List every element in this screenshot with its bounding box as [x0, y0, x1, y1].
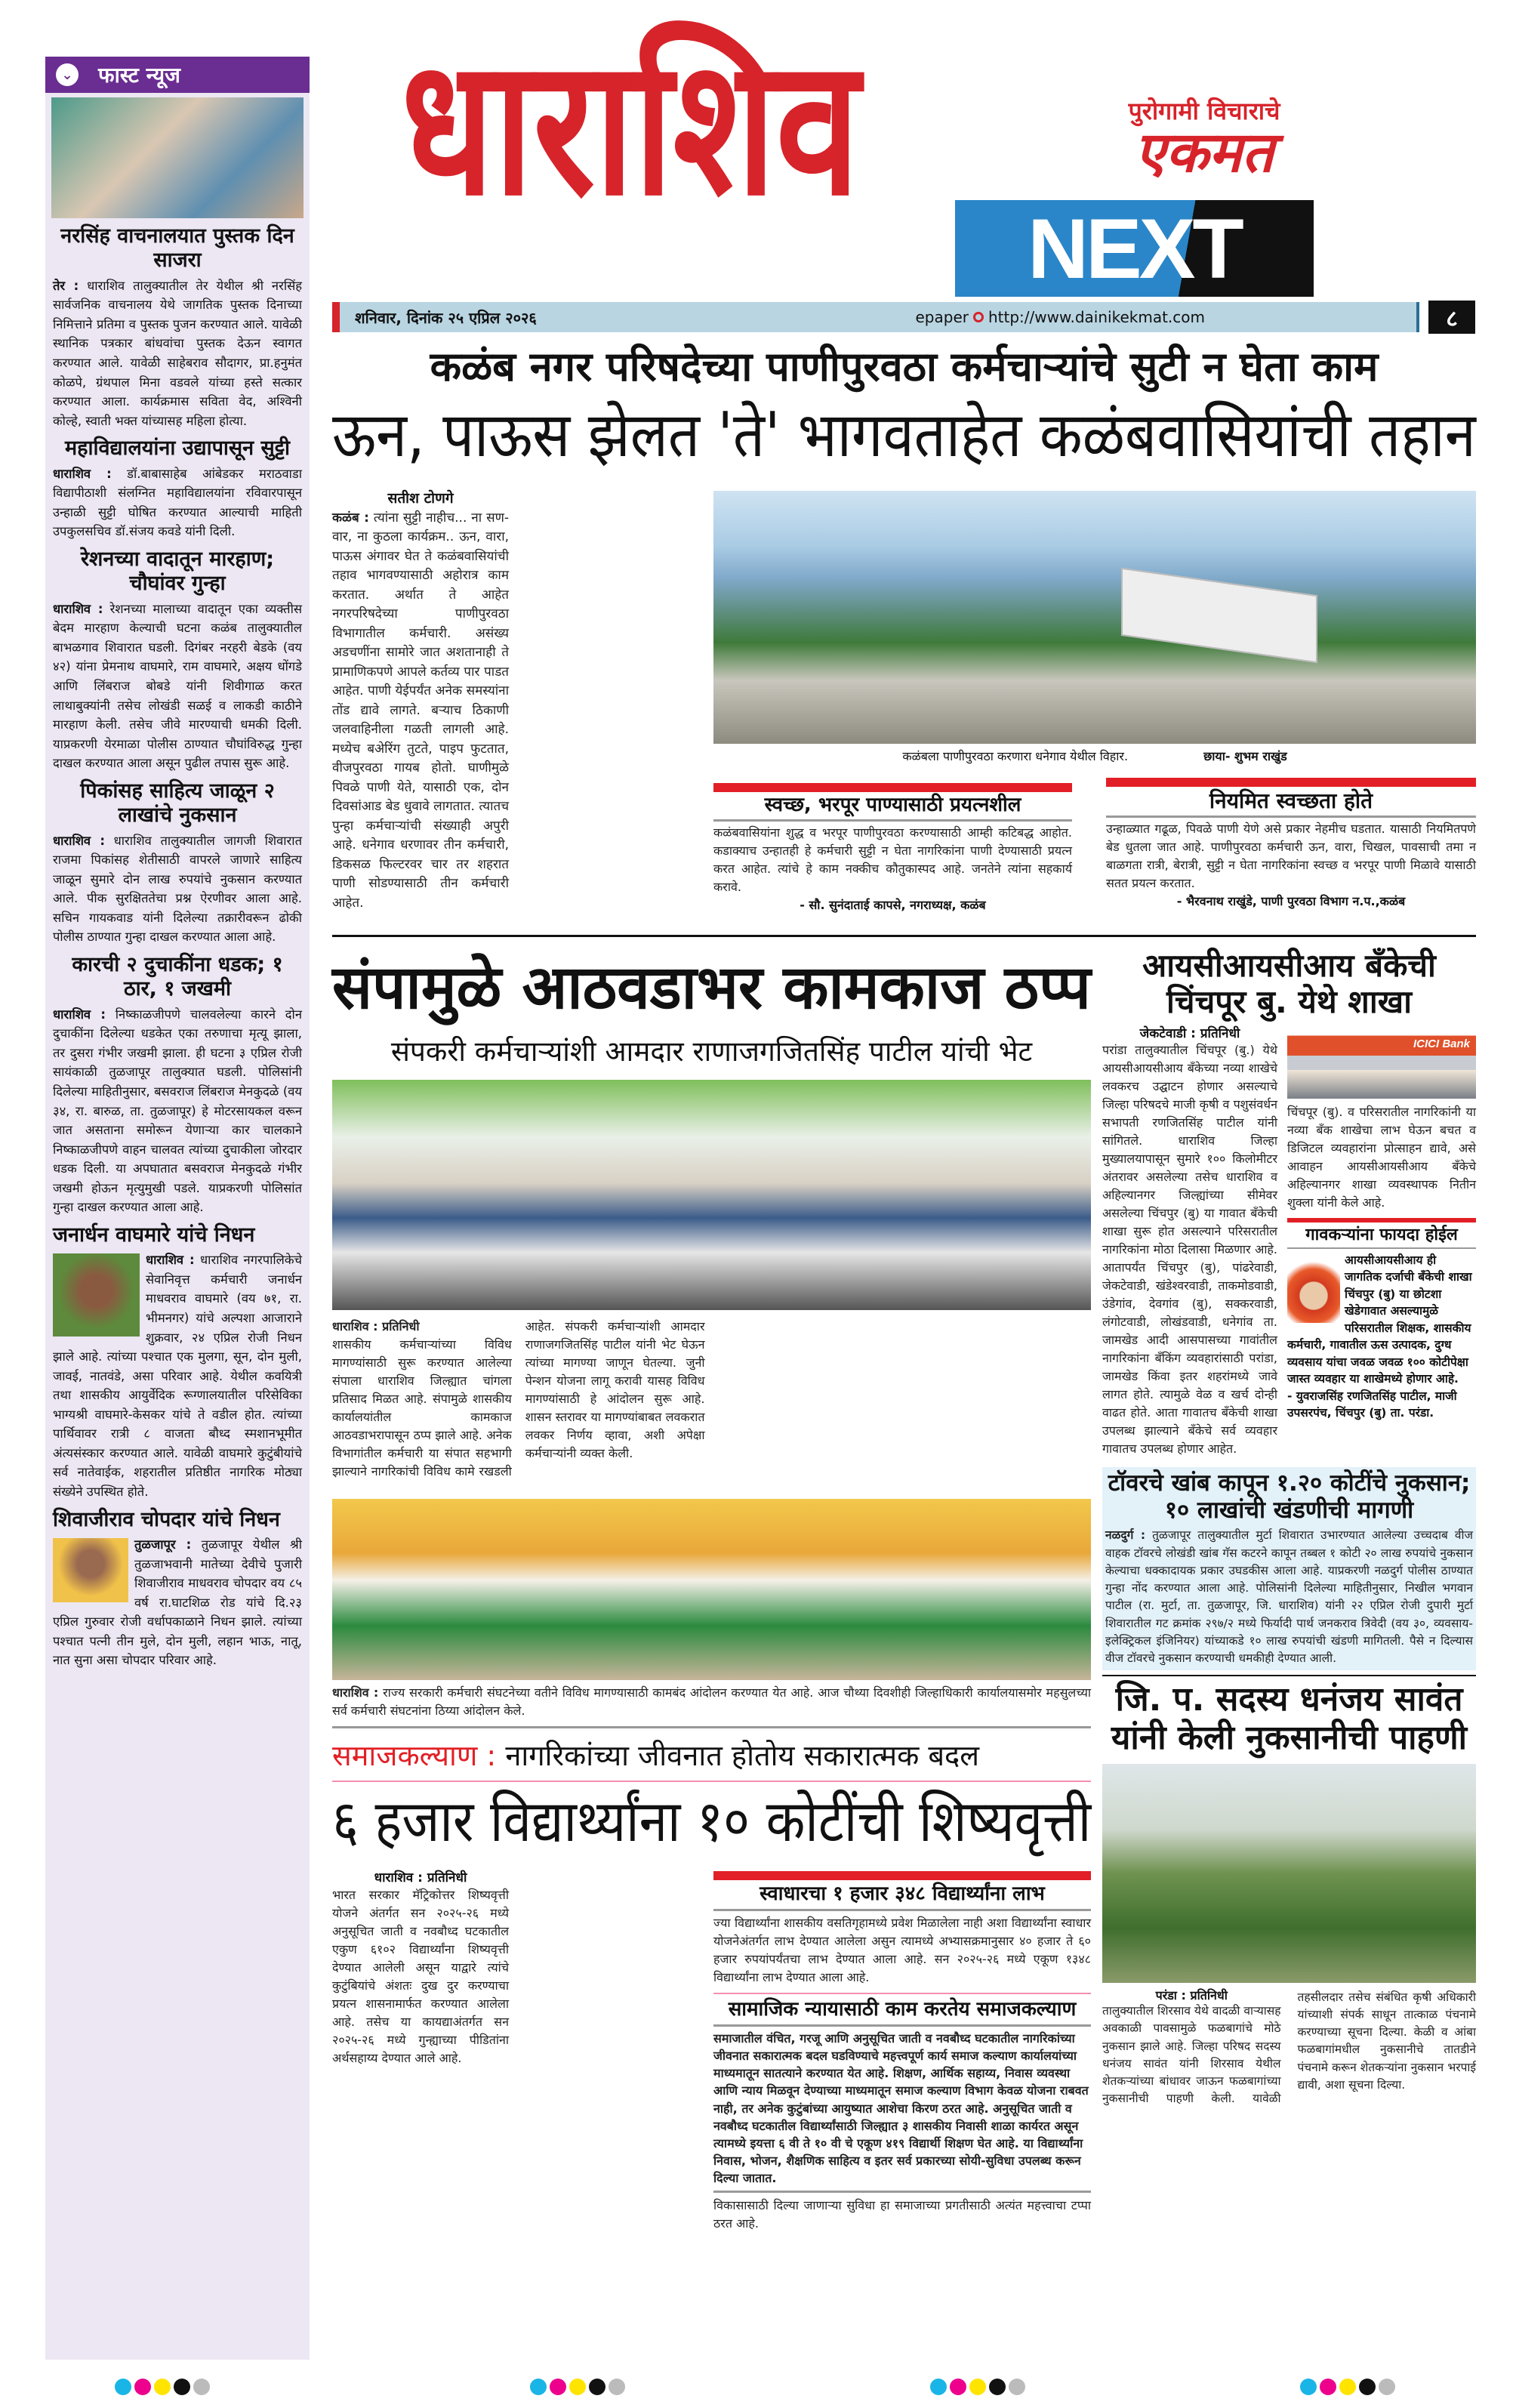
- portrait-photo: [53, 1538, 128, 1602]
- masthead-title: धाराशिव: [401, 17, 860, 238]
- red-rule: [1106, 778, 1476, 787]
- strike-headline: संपामुळे आठवडाभर कामकाज ठप्प: [332, 952, 1091, 1022]
- quote-title: स्वच्छ, भरपूर पाण्यासाठी प्रयत्नशील: [764, 794, 1021, 816]
- welfare-body-text: भारत सरकार मॅट्रिकोत्तर शिष्यवृत्ती योजने अंतर्गत सन २०२५-२६ मध्ये अनुसूचित जाती व नवबौध्द घटकातील एकुण ६१०२ विद्यार्थ्यांना शिष्यवृत्ती देण्यात आलेली असून याद्वारे त्यांचे कुटुंबियांचे अंशतः दुख दुर करण्याचा प्रयत्न शासनामार्फत करण्यात आलेला आहे. तसेच या कायद्याअंतर्गत सन २०२५-२६ मध्ये गुन्ह्याच्या पीडितांना अर्थसहाय्य देण्यात आले आहे.: [332, 1887, 509, 2065]
- swadhar-title: स्वाधारचा १ हजार ३४८ विद्यार्थ्यांना लाभ: [760, 1882, 1045, 1905]
- welfare-label-rest: नागरिकांच्या जीवनात होतोय सकारात्मक बदल: [505, 1739, 979, 1772]
- social-justice-title: सामाजिक न्यायासाठी काम करतेय समाजकल्याण: [728, 1997, 1077, 2021]
- story-dateline: तुळजापूर :: [134, 1537, 192, 1552]
- lead-photo-caption-row: [713, 748, 1476, 764]
- divider: [713, 1909, 1091, 1911]
- color-registration-marks: [113, 2379, 211, 2398]
- sidebar-story: [45, 224, 310, 430]
- story-title: शिवाजीराव चोपदार यांचे निधन: [53, 1507, 280, 1531]
- zp-body-text: तालुक्यातील शिरसाव येथे वादळी वाऱ्यासह अवकाळी पावसामुळे फळबागांचे मोठे नुकसान झाले आहे. जिल्हा परिषद सदस्य धनंजय सावंत यांनी शिरसाव येथील शेतकऱ्यांच्या बांधावर जाऊन फळबागांच्या नुकसानीची पाहणी केली. यावेळी तहसीलदार तसेच संबंधित कृषी अधिकारी यांच्याशी संपर्क साधून तात्काळ पंचनामे करण्याच्या सूचना दिल्या. केळी व आंबा फळबागांमधील नुकसानीचे तातडीने पंचनामे करून शेतकऱ्यांना नुकसान भरपाई द्यावी, अशा सूचना दिल्या.: [1102, 1990, 1476, 2106]
- chevron-down-icon: ⌄: [56, 63, 79, 86]
- story-dateline: धाराशिव :: [146, 1253, 195, 1268]
- masthead-title-box: [344, 17, 917, 238]
- swadhar-body: ज्या विद्यार्थ्यांना शासकीय वसतिगृहामध्ये प्रवेश मिळालेला नाही अशा विद्यार्थ्यांना स्वाधार योजनेअंतर्गत लाभ देण्यात आलेला असुन त्यामध्ये अभ्यासक्रमानुसार ४० हजार ते ६० हजार रुपयांपर्यंतचा लाभ देण्यात आला आहे. सन २०२५-२६ मध्ये एकूण १३४८ विद्यार्थ्यांना लाभ देण्यात आला आहे.: [713, 1915, 1091, 1984]
- protest-caption: [332, 1684, 1091, 1720]
- benefit-box: [1287, 1252, 1476, 1422]
- story-title: महाविद्यालयांना उद्यापासून सुट्टी: [64, 436, 291, 461]
- quote-title-box: [1106, 789, 1476, 813]
- benefit-author: - युवराजसिंह रणजितसिंह पाटील, माजी उपसरपंच, चिंचपुर (बु) ता. परंडा.: [1287, 1389, 1457, 1420]
- quote-box: [713, 783, 1072, 913]
- tower-story-box: [1102, 1467, 1476, 1670]
- masthead-tagline: पुरोगामी विचाराचे: [1128, 97, 1280, 125]
- section-divider: [332, 935, 1476, 937]
- strike-subheadline: संपकरी कर्मचाऱ्यांशी आमदार राणाजगजितसिंह पाटील यांची भेट: [390, 1035, 1033, 1068]
- strike-dateline: धाराशिव : प्रतिनिधी: [332, 1319, 420, 1333]
- story-body: तुळजापूर येथील श्री तुळजाभवानी मातेच्या देवीचे पुजारी शिवाजीराव माधवराव चोपदार वय ८५ वर्ष रा.घाटशिळ रोड यांचे दि.२३ एप्रिल गुरुवार रोजी वर्धापकाळाने निधन झाले. त्यांच्या पश्चात पत्नी तीन मुले, दोन मुली, लहान भाऊ, नातू, नात सुना असा चोपदार परिवार आहे.: [53, 1537, 302, 1668]
- strike-body: [332, 1318, 1091, 1491]
- tower-dateline: नळदुर्ग :: [1105, 1528, 1146, 1543]
- quote-box: [1106, 778, 1476, 909]
- zp-body: [1102, 1989, 1476, 2108]
- quote-author: - भैरवनाथ राखुंडे, पाणी पुरवठा विभाग न.प.,कळंब: [1176, 894, 1406, 909]
- crop-damage-photo: [1102, 1764, 1476, 1983]
- icici-side: [1287, 1027, 1476, 1459]
- tower-body: तुळजापूर तालुक्यातील मुर्टा शिवारात उभारण्यात आलेल्या उच्चदाब वीज वाहक टॉवरचे लोखंडी खांब गॅस कटरने कापून तब्बल १ कोटी २० लाख रुपयांचे नुकसान केल्याचा धक्कादायक प्रकार उघडकीस आला आहे. याप्रकरणी नळदुर्ग पोलीस ठाण्यात गुन्हा नोंद करण्यात आला आहे. पोलिसांनी दिलेल्या माहितीनुसार, निखील भगवान पाटील (रा. मुर्टा, ता. तुळजापूर, जि. धाराशिव) यांनी २२ एप्रिल रोजी दुपारी मुर्टा शिवारातील गट क्रमांक २९७/२ मध्ये फिर्यादी पार्थ जनकराव त्रिवेदी (वय ३०, व्यवसाय-इलेक्ट्रिकल इंजिनियर) यांच्याकडे १० लाख रुपयांची खंडणी मागितली. पैसे न दिल्यास वीज टॉवरचे नुकसान करण्याची धमकीही देण्यात आली.: [1105, 1528, 1473, 1666]
- lead-byline: सतीश टोणगे: [387, 490, 454, 507]
- story-dateline: धाराशिव :: [53, 601, 103, 616]
- divider: [1287, 1247, 1476, 1249]
- dam-photo: [713, 491, 1476, 744]
- sidebar-story: [45, 1508, 310, 1670]
- story-title: पिकांसह साहित्य जाळून २ लाखांचे नुकसान: [80, 779, 275, 828]
- date-bar: [332, 302, 1419, 332]
- social-justice-body: समाजातील वंचित, गरजू आणि अनुसूचित जाती व नवबौध्द घटकातील नागरिकांच्या जीवनात सकारात्मक बदल घडविण्याचे महत्त्वपूर्ण कार्य समाज कल्याण कार्यालयांच्या माध्यमातून सातत्याने करण्यात येत आहे. शिक्षण, आर्थिक सहाय्य, निवास व्यवस्था आणि न्याय मिळवून देण्याच्या माध्यमातून समाज कल्याण विभाग केवळ योजना राबवत नाही, तर अनेक कुटुंबांच्या आयुष्यात आशेचा किरण ठरत आहे. अनुसूचित जाती व नवबौध्द घटकातील विद्यार्थ्यांसाठी जिल्ह्यात ३ शासकीय निवासी शाळा कार्यरत असून त्यामध्ये इयत्ता ६ वी ते १० वी चे एकूण ४१९ विद्यार्थी शिक्षण घेत आहे. या विद्यार्थ्यांना निवास, भोजन, शैक्षणिक साहित्य व इतर सर्व प्रकारच्या सोयी-सुविधा उपलब्ध करून दिल्या जातात.: [713, 2030, 1089, 2186]
- welfare-side-column: [713, 1871, 1091, 2233]
- story-body: धाराशिव तालुक्यातील जागजी शिवारात राजमा पिकांसह शेतीसाठी वापरले जाणारे साहित्य जाळून सुमारे दोन लाख रुपयांचे नुकसान करण्यात आले. पीक सुरक्षिततेचा प्रश्न ऐरणीवर आला आहे. सचिन गायकवाड यांनी दिलेल्या तक्रारीवरून ढोकी पोलीस ठाण्यात गुन्हा दाखल करण्यात आला आहे.: [53, 833, 302, 945]
- welfare-headline-box: [332, 1788, 1091, 1854]
- welfare-dateline: धाराशिव : प्रतिनिधी: [374, 1870, 467, 1885]
- welfare-banner: [332, 1735, 1091, 1774]
- strike-subheadline-box: [332, 1036, 1091, 1068]
- sidebar-story: [45, 953, 310, 1217]
- next-logo-text: NEXT: [1028, 201, 1241, 296]
- quote-title: नियमित स्वच्छता होते: [1209, 788, 1373, 813]
- divider: [713, 2191, 1091, 2193]
- icici-body: [1102, 1027, 1277, 1459]
- icici-story: [1102, 1027, 1476, 1459]
- lead-body: [332, 491, 702, 929]
- divider: [713, 819, 1072, 822]
- story-title: नरसिंह वाचनालयात पुस्तक दिन साजरा: [60, 224, 294, 273]
- divider: [713, 2024, 1091, 2027]
- protest-photo: [332, 1499, 1091, 1680]
- caption-text: राज्य सरकारी कर्मचारी संघटनेच्या वतीने विविध मागण्यासाठी कामबंद आंदोलन करण्यात येत आहे. आज चौथ्या दिवशीही जिल्हाधिकारी कार्यालयासमोर महसुलच्या सर्व कर्मचारी संघटनांना ठिय्या आंदोलन केले.: [332, 1685, 1092, 1718]
- right-column: [1102, 948, 1476, 2108]
- caption-dateline: धाराशिव :: [332, 1685, 379, 1700]
- strike-body-text: शासकीय कर्मचाऱ्यांच्या विविध मागण्यांसाठी सुरू करण्यात आलेल्या संपाला धाराशिव जिल्ह्यात चांगला प्रतिसाद मिळत आहे. संपामुळे शासकीय कार्यालयांतील कामकाज आठवडाभरापासून ठप्प झाले आहे. अनेक विभागांतील कर्मचारी या संपात सहभागी झाल्याने नागरिकांची विविध कामे रखडली आहेत. संपकरी कर्मचाऱ्यांशी आमदार राणाजगजितसिंह पाटील यांनी भेट घेऊन त्यांच्या मागण्या जाणून घेतल्या. जुनी पेन्शन योजना लागू करावी यासह विविध मागण्यांसाठी हे आंदोलन सुरू आहे. शासन स्तरावर या मागण्यांबाबत लवकरात लवकर निर्णय व्हावा, अशी अपेक्षा कर्मचाऱ्यांनी व्यक्त केली.: [332, 1319, 705, 1478]
- benefit-title-box: [1287, 1226, 1476, 1244]
- lead-body-text: त्यांना सुट्टी नाहीच... ना सण-वार, ना कुठला कार्यक्रम.. ऊन, वारा, पाऊस अंगावर घेत ते कळंबवासियांची तहाव भागवण्यासाठी अहोरात्र काम करतात. अर्थात ते आहेत नगरपरिषदेच्या पाणीपुरवठा विभागातील कर्मचारी. असंख्य अडचणींना सामोरे जात अशतानाही ते प्रामाणिकपणे आपले कर्तव्य पार पाडत आहेत. पाणी येईपर्यंत अनेक समस्यांना तोंड द्यावे लागते. बऱ्याच ठिकाणी जलवाहिनीला गळती लागली आहे. मध्येच बअेरिंग तुटते, पाइप फुटतात, वीजपुरवठा गायब होतो. घाणीमुळे पिवळे पाणी येते, यासाठी एक, दोन दिवसांआड बेड धुवावे लागतात. त्यातच पुन्हा कर्मचाऱ्यांची संख्याही अपुरी आहे. धनेगाव धरणावर तीन कर्मचारी, डिकसळ फिल्टरवर चार तर शहरात पाणी सोडण्यासाठी तीन कर्मचारी आहेत.: [332, 510, 510, 911]
- epaper-icon: [973, 312, 984, 322]
- page-number: ८: [1428, 301, 1475, 334]
- website-link[interactable]: http://www.dainikekmat.com: [988, 308, 1205, 326]
- portrait-photo: [1287, 1255, 1340, 1323]
- ekmat-logo: एकमत: [1134, 120, 1274, 185]
- fast-news-header: [45, 57, 310, 93]
- icici-branch-photo: [1287, 1027, 1476, 1099]
- benefit-title: गावकऱ्यांना फायदा होईल: [1305, 1225, 1458, 1244]
- sidebar-story: [45, 779, 310, 947]
- library-event-photo: [51, 97, 304, 218]
- color-registration-marks: [528, 2379, 627, 2398]
- quote-body: कळंबवासियांना शुद्ध व भरपूर पाणीपुरवठा करण्यासाठी आम्ही कटिबद्ध आहोत. कडाक्याच उन्हातही हे कर्मचारी सुट्टी न घेता नागरिकांना पाणी देण्यासाठी प्रयत्न करत आहेत. त्यांचे हे काम नक्कीच कौतुकास्पद आहे. जनतेने त्यांना सहकार्य करावे.: [713, 825, 1072, 894]
- swadhar-title-box: [713, 1883, 1091, 1906]
- benefit-body: आयसीआयसीआय ही जागतिक दर्जाची बँकेची शाखा चिंचपुर (बु) या छोटशा खेडेगावात असल्यामुळे परिसरातील शिक्षक, शासकीय कर्मचारी, गावातील ऊस उत्पादक, दुग्ध व्यवसाय यांचा जवळ जवळ १०० कोटीपेक्षा जास्त व्यवहार या शाखेमध्ये होणार आहे.: [1287, 1253, 1472, 1386]
- fast-news-title: फास्ट न्यूज: [98, 63, 180, 88]
- ekmat-logo-box: [1087, 120, 1321, 185]
- story-body: रेशनच्या मालाच्या वादातून एका व्यक्तीस बेदम मारहाण केल्याची घटना कळंब तालुक्यातील बाभळगाव शिवारात घडली. दिगंबर नरहरी बेडके (वय ४२) यांना प्रेमनाथ वाघमारे, राम वाघमारे, अक्षय धोंगडे आणि लिंबराज बोबडे यांनी शिवीगाळ करत लाथाबुक्यांनी तसेच लोखंडी सळई व लाकडी काठीने मारहाण केली. तसेच जीवे मारण्याची धमकी दिली. याप्रकरणी येरमाळा पोलीस ठाण्यात चौघांविरुद्ध गुन्हा दाखल करण्यात आला असून पुढील तपास सुरू आहे.: [53, 601, 302, 771]
- quote-author: - सौ. सुनंदाताई कापसे, नगराध्यक्ष, कळंब: [800, 897, 986, 912]
- social-justice-title-box: [713, 1999, 1091, 2021]
- tower-headline: टॉवरचे खांब कापून १.२० कोटींचे नुकसान; १० लाखांची खंडणीची मागणी: [1108, 1469, 1471, 1524]
- epaper-label: epaper: [915, 308, 969, 326]
- story-title: कारची २ दुचाकींना धडक; १ ठार, १ जखमी: [72, 952, 283, 1001]
- lead-dateline: कळंब :: [332, 510, 369, 526]
- lead-kicker: कळंब नगर परिषदेच्या पाणीपुरवठा कर्मचाऱ्यांचे सुटी न घेता काम: [430, 343, 1379, 390]
- story-dateline: धाराशिव :: [53, 466, 112, 481]
- mla-meeting-photo: [332, 1080, 1091, 1310]
- building-shape: [1121, 568, 1317, 664]
- welfare-body: [332, 1871, 702, 2354]
- social-justice-tail: विकासासाठी दिल्या जाणाऱ्या सुविधा हा समाजाच्या प्रगतीसाठी अत्यंत महत्त्वाचा टप्पा ठरत आहे.: [713, 2198, 1091, 2231]
- welfare-headline: ६ हजार विद्यार्थ्यांना १० कोटींची शिष्यवृत्ती: [332, 1787, 1092, 1855]
- icici-body-text: परांडा तालुक्यातील चिंचपूर (बु.) येथे आयसीआयसीआय बँकेच्या नव्या शाखेचे लवकरच उद्घाटन होणार असल्याचे जिल्हा परिषदचे माजी कृषी व पशुसंवर्धन सभापती रणजितसिंह पाटील यांनी सांगितले. धाराशिव जिल्हा मुख्यालयापासून सुमारे १०० किलोमीटर अंतरावर असलेल्या तसेच धाराशिव व अहिल्यानगर जिल्ह्यांच्या सीमेवर असलेल्या चिंचपुर (बु) या गावात बँकेची शाखा सुरू होत असल्याने परिसरातील नागरिकांना मोठा दिलासा मिळणार आहे. आतापर्यंत चिंचपुर (बु), पांढरेवाडी, जेकटेवाडी, खंडेश्वरवाडी, ताकमोडवाडी, उंडेगांव, देवगांव (बु), सक्करवाडी, लंगोटवाडी, लोखंडवाडी, धनेगांव ता. जामखेड आदी आसपासच्या गावांतील नागरिकांना बँकिंग व्यवहारांसाठी परांडा, जामखेड किंवा इतर शहरांमध्ये जावे लागत होते. त्यामुळे वेळ व खर्च दोन्ही वाढत होते. आता गावातच बँकेची शाखा उपलब्ध झाल्याने बँकेचे सर्व व्यवहार गावातच उपलब्ध होणार आहेत.: [1102, 1043, 1277, 1457]
- divider: [1102, 1675, 1476, 1676]
- color-registration-marks: [929, 2379, 1027, 2398]
- icici-headline: आयसीआयसीआय बँकेची चिंचपूर बु. येथे शाखा: [1142, 947, 1436, 1021]
- lead-photo-caption: कळंबला पाणीपुरवठा करणारा धनेगाव येथील विहार.: [902, 749, 1129, 763]
- story-body: डॉ.बाबासाहेब आंबेडकर मराठवाडा विद्यापीठाशी संलग्नित महाविद्यालयांना रविवारपासून उन्हाळी सुट्टी घोषित करण्यात आल्याची माहिती उपकुलसचिव डॉ.संजय कवडे यांनी दिली.: [53, 466, 302, 539]
- color-registration-marks: [1299, 2379, 1397, 2398]
- zp-dateline: परंडा : प्रतिनिधी: [1155, 1987, 1228, 2003]
- sidebar-story: [45, 436, 310, 541]
- welfare-label: समाजकल्याण :: [332, 1739, 497, 1772]
- red-rule: [713, 783, 1072, 792]
- divider: [332, 1726, 1091, 1728]
- red-rule: [1287, 1218, 1476, 1222]
- quote-title-box: [713, 794, 1072, 817]
- issue-date: शनिवार, दिनांक २५ एप्रिल २०२६: [355, 308, 537, 327]
- story-title: रेशनच्या वादातून मारहाण; चौघांवर गुन्हा: [80, 547, 275, 596]
- divider: [1106, 816, 1476, 818]
- lead-headline: ऊन, पाऊस झेलत 'ते' भागवताहेत कळंबवासियांची तहान: [332, 399, 1476, 471]
- lead-photo-credit: छाया- शुभम राखुंड: [1203, 749, 1287, 763]
- story-dateline: तेर :: [53, 278, 79, 293]
- icici-dateline: जेकटेवाडी : प्रतिनिधी: [1139, 1025, 1240, 1041]
- red-rule: [713, 1871, 1091, 1880]
- story-dateline: धाराशिव :: [53, 833, 105, 848]
- lead-kicker-box: [332, 344, 1476, 390]
- strike-headline-box: [332, 953, 1091, 1022]
- fast-news-sidebar: [45, 57, 310, 2360]
- bank-sign: ICICI Bank: [1413, 1037, 1470, 1050]
- icici-body-2: चिंचपूर (बु). व परिसरातील नागरिकांनी या नव्या बँक शाखेचा लाभ घेऊन बचत व डिजिटल व्यवहारांना प्रोत्साहन द्यावे, असे आवाहन आयसीआयसीआय बँकेचे अहिल्यानगर शाखा व्यवस्थापक नितीन शुक्ला यांनी केले आहे.: [1287, 1104, 1476, 1210]
- sidebar-story: [45, 1223, 310, 1502]
- zp-headline: जि. प. सदस्य धनंजय सावंत यांनी केली नुकसानीची पाहणी: [1111, 1680, 1468, 1758]
- pink-rule: [332, 1781, 1091, 1782]
- story-dateline: धाराशिव :: [53, 1007, 106, 1022]
- quote-body: उन्हाळ्यात गढूळ, पिवळे पाणी येणे असे प्रकार नेहमीच घडतात. यासाठी नियमितपणे बेड धुतला जात आहे. पाणीपुरवठा कर्मचारी ऊन, वारा, चिखल, पावसाची तमा न बाळगता रात्री, बेरात्री, सुट्टी न घेता नागरिकांना स्वच्छ व भरपूर पाणी मिळावे यासाठी सतत प्रयत्न करतात.: [1106, 822, 1476, 891]
- portrait-photo: [53, 1253, 140, 1337]
- story-body: धाराशिव तालुक्यातील तेर येथील श्री नरसिंह सार्वजनिक वाचनालय येथे जागतिक पुस्तक दिनाच्या निमित्ताने प्रतिमा व पुस्तक पुजन करण्यात आले. यावेळी स्थानिक पत्रकार बांधवांचा पुस्तक देऊन स्वागत करण्यात आले. यावेळी साहेबराव सौदागर, प्रा.हनुमंत कोळपे, ग्रंथपाल मिना वडवले यांच्या हस्ते सत्कार करण्यात आला. कार्यक्रमास सविता वेद, अश्विनी कोल्हे, स्वाती भक्त यांच्यासह महिला होत्या.: [53, 278, 303, 428]
- sidebar-story: [45, 547, 310, 773]
- lead-headline-box: [332, 400, 1476, 471]
- story-title: जनार्धन वाघमारे यांचे निधन: [53, 1222, 255, 1247]
- pink-rule: [713, 1993, 1091, 1994]
- story-body: निष्काळजीपणे चालवलेल्या कारने दोन दुचाकींना दिलेल्या धडकेत एका तरुणाचा मृत्यू झाला, तर दुसरा गंभीर जखमी झाला. ही घटना ३ एप्रिल रोजी सायंकाळी तुळजापूर तालुक्यात घडली. पोलिसांनी दिलेल्या माहितीनुसार, बसवराज लिंबराज मेनकुदळे (वय ३४, रा. बारुळ, ता. तुळजापूर) हे मोटरसायकल वरून जात असताना समोरून येणाऱ्या कार चालकाने निष्काळजीपणे वाहन चालवत त्यांच्या दुचाकीला जोरदार धडक दिली. या अपघातात बसवराज मेनकुदळे गंभीर जखमी होऊन मृत्युमुखी पडले. याप्रकरणी पोलिसांत गुन्हा दाखल करण्यात आला आहे.: [53, 1007, 302, 1215]
- story-body: धाराशिव नगरपालिकेचे सेवानिवृत्त कर्मचारी जनार्धन माधवराव वाघमारे (वय ७१, रा. भीमनगर) यांचे अल्पशा आजाराने शुक्रवार, २४ एप्रिल रोजी निधन झाले आहे. त्यांच्या पश्चात एक मुलगा, सून, दोन मुली, जावई, नातवंडे, असा परिवार आहे. येथील कवयित्री तथा शासकीय आयुर्वेदिक रूग्णालयातील परिसेविका भाग्यश्री वाघमारे-केसकर यांचे ते वडील होत. त्यांच्या पार्थिवावर रात्री ८ वाजता बौध्द स्मशानभूमीत अंत्यसंस्कार करण्यात आले. यावेळी वाघमारे कुटुंबीयांचे सर्व नातेवाईक, शहरातील प्रतिष्ठीत नागरिक मोठ्या संख्येने उपस्थित होते.: [53, 1253, 302, 1500]
- next-logo: [955, 200, 1314, 297]
